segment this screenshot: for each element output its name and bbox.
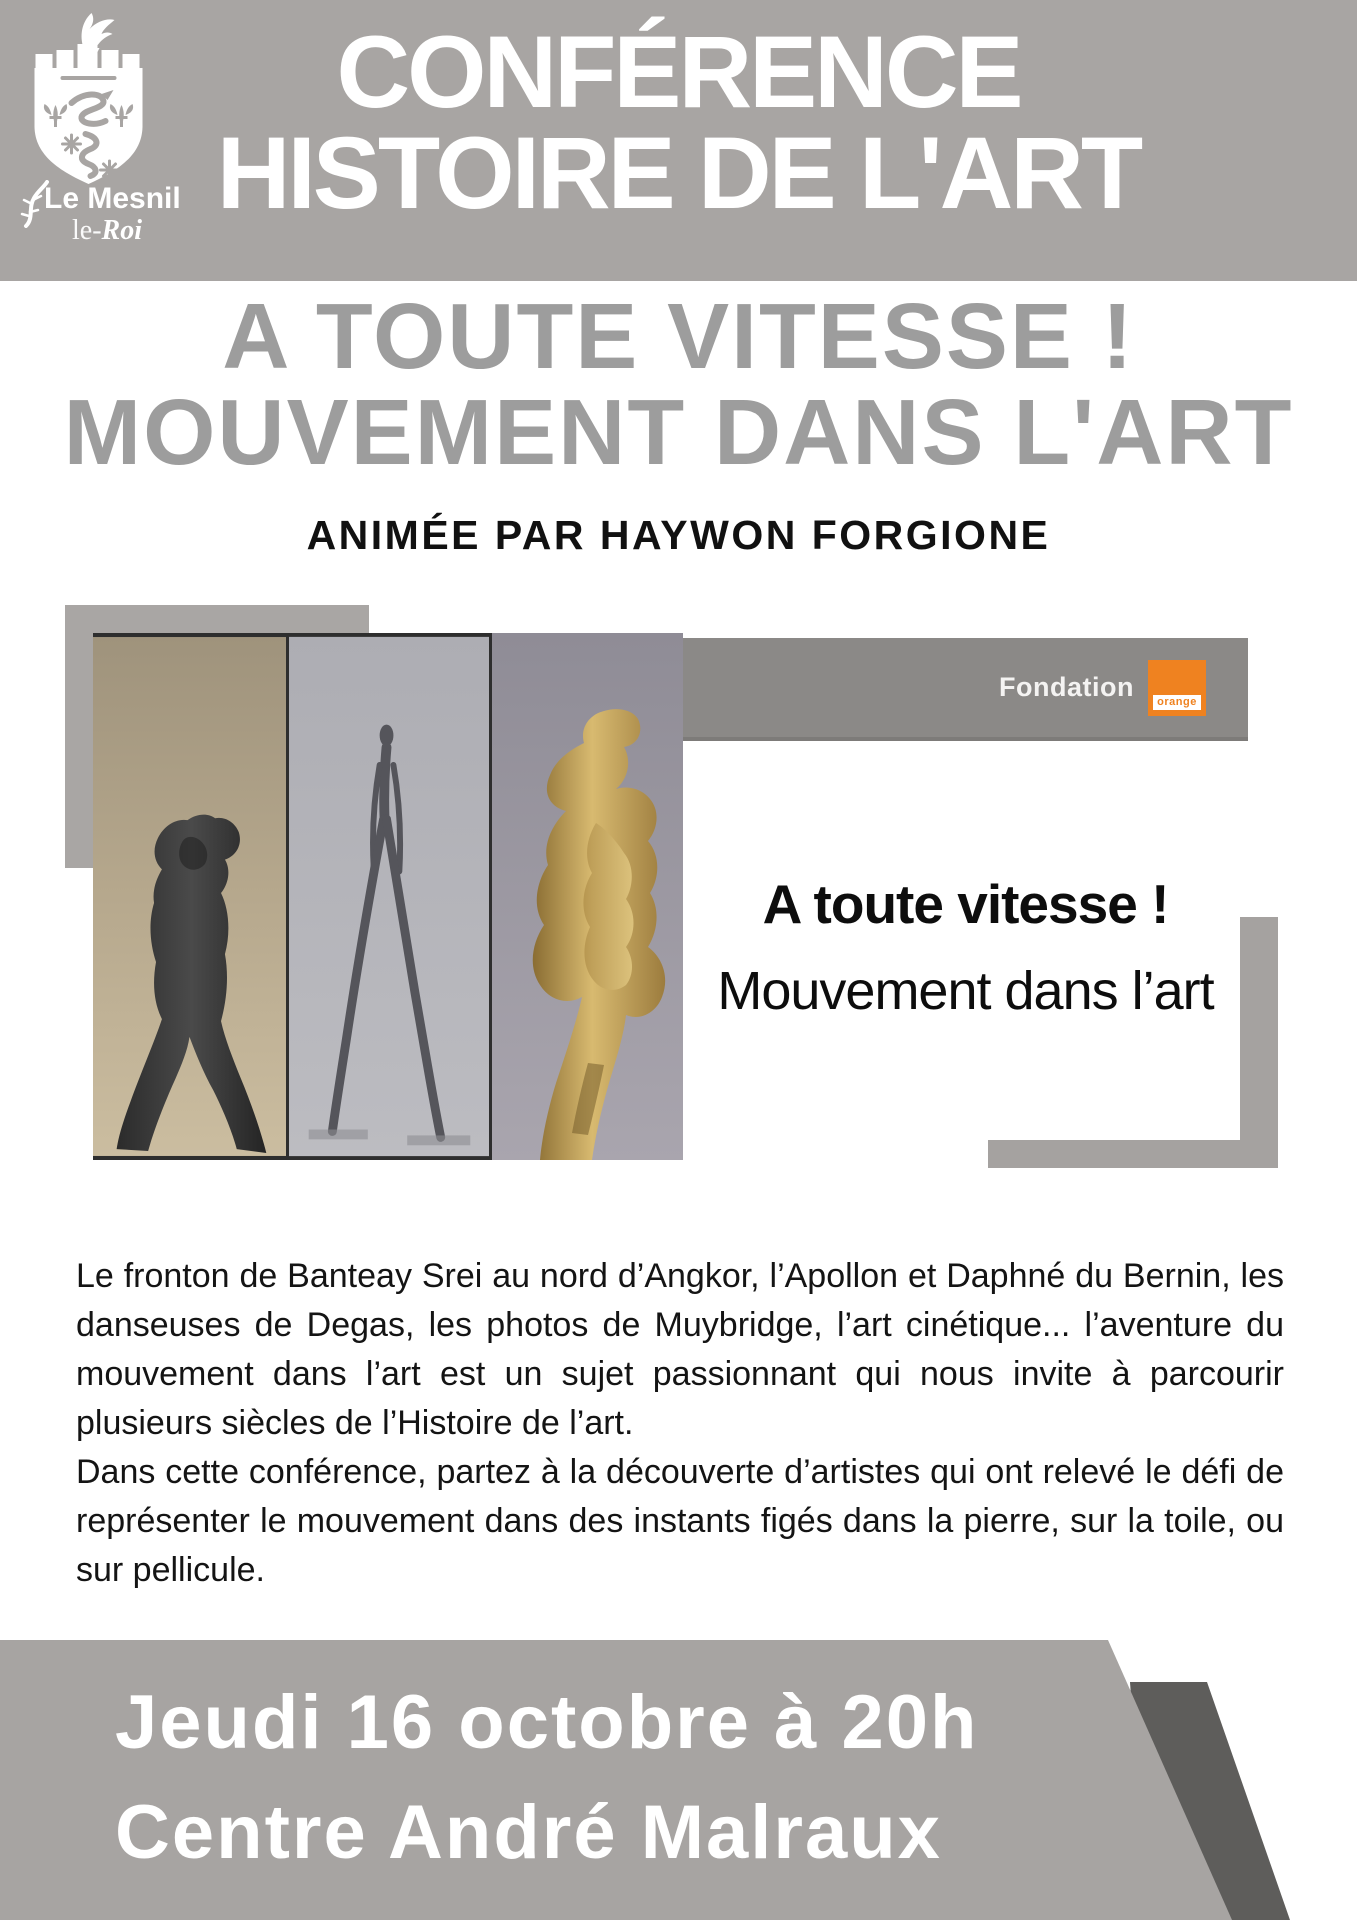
- event-headline: [0, 284, 1357, 484]
- orange-wordmark: orange: [1153, 695, 1201, 710]
- boccioni-sculpture-image: [492, 633, 683, 1160]
- top-banner: [0, 0, 1357, 281]
- event-date-location: [115, 1682, 978, 1874]
- event-location: Centre André Malraux: [115, 1790, 942, 1875]
- poster-title: [0, 15, 1357, 230]
- event-headline-line1: A TOUTE VITESSE !: [222, 284, 1135, 388]
- poster-title-line2: HISTOIRE DE L'ART: [216, 116, 1141, 230]
- giacometti-sculpture-image: [289, 633, 492, 1160]
- event-headline-line2: MOUVEMENT DANS L'ART: [63, 380, 1294, 484]
- description-paragraph-2: Dans cette conférence, partez à la découverte d’artistes qui ont relevé le défi de représenter le mouvement dans des instants figés dans la pierre, sur la toile, ou sur pellicule.: [76, 1453, 1284, 1589]
- slide-title-regular: Mouvement dans l’art: [717, 961, 1214, 1021]
- description-paragraph-1: Le fronton de Banteay Srei au nord d’Angkor, l’Apollon et Daphné du Bernin, les danseuses de Degas, les photos de Muybridge, l’art cinétique... l’aventure du mouvement dans l’art est un sujet passionnant qui nous invite à parcourir plusieurs siècles de l’Histoire de l’art.: [76, 1257, 1284, 1442]
- orange-logo: [1148, 660, 1206, 716]
- event-info-banner: [0, 1640, 1357, 1920]
- sculpture-triptych-image: [93, 633, 683, 1160]
- event-date: Jeudi 16 octobre à 20h: [115, 1680, 979, 1765]
- logo-name-suffix: le-Roi: [72, 215, 142, 246]
- logo-name: Le Mesnil: [44, 182, 181, 215]
- speaker-byline: ANIMÉE PAR HAYWON FORGIONE: [306, 512, 1051, 558]
- corner-bracket-horizontal: [988, 1140, 1278, 1168]
- slide-title: [683, 872, 1248, 1022]
- poster-title-line1: CONFÉRENCE: [336, 15, 1021, 129]
- corner-bracket-vertical: [1240, 917, 1278, 1168]
- fondation-orange-band: [683, 638, 1248, 741]
- fondation-label: Fondation: [999, 672, 1134, 702]
- description-text: [76, 1252, 1284, 1595]
- slide-title-bold: A toute vitesse !: [762, 873, 1169, 935]
- slide-block: [0, 600, 1357, 1180]
- rodin-sculpture-image: [93, 633, 289, 1160]
